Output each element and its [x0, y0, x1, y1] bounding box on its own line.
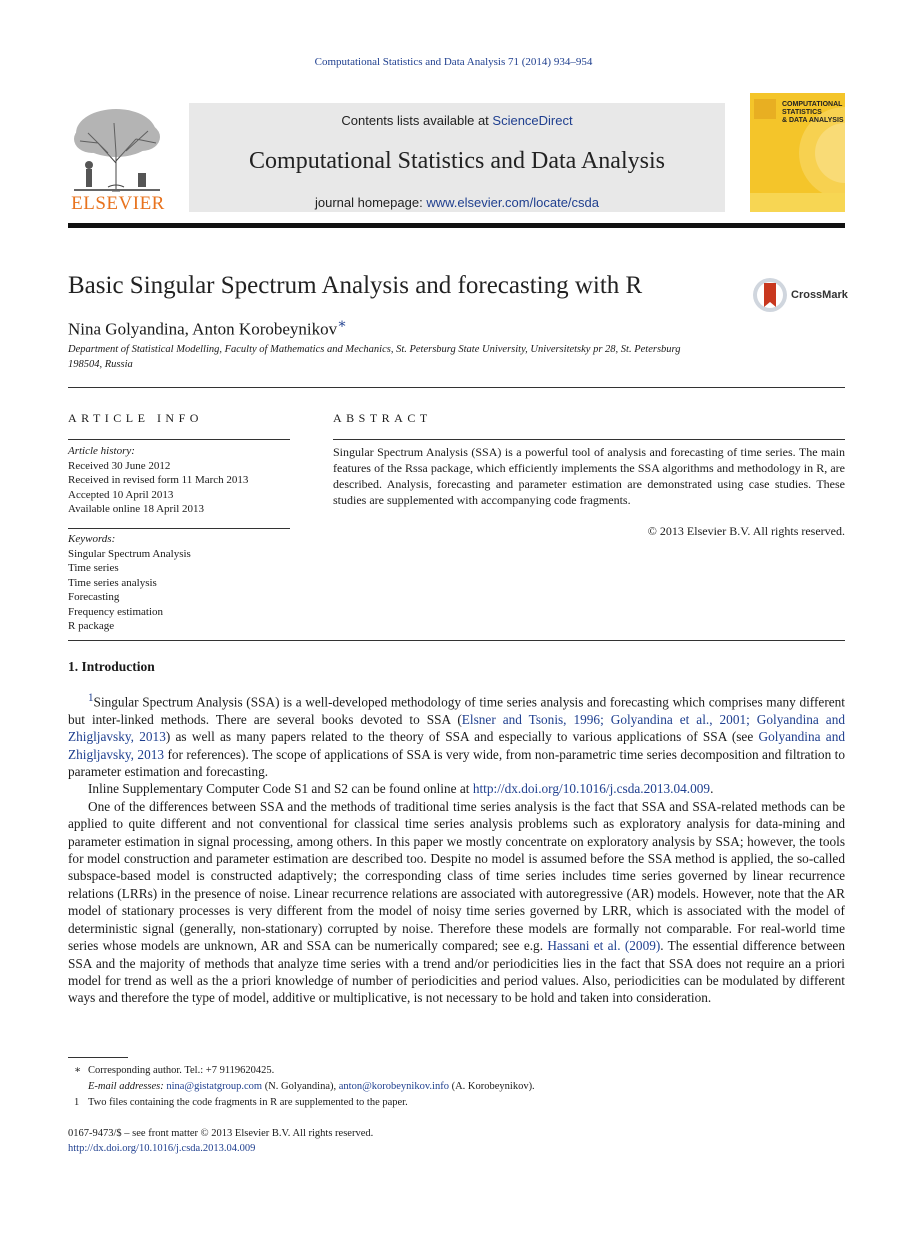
corresponding-author-mark[interactable]: ∗	[337, 316, 347, 332]
section-heading-introduction: 1. Introduction	[68, 659, 155, 674]
divider	[68, 640, 845, 641]
homepage-link[interactable]: www.elsevier.com/locate/csda	[426, 195, 599, 210]
footnote-corresponding: ∗ Corresponding author. Tel.: +7 9119620425.	[68, 1063, 845, 1079]
keyword-item: Time series	[68, 562, 119, 574]
elsevier-wordmark: ELSEVIER	[71, 193, 165, 214]
keyword-item: Singular Spectrum Analysis	[68, 547, 191, 560]
article-info-heading: ARTICLE INFO	[68, 411, 203, 425]
abstract-copyright: © 2013 Elsevier B.V. All rights reserved.	[647, 524, 845, 538]
paragraph: One of the differences between SSA and the methods of traditional time series analysis is the fact that SSA and SSA-related methods can be applied to quite different and not conventional for classical time series analysis problems such as exploratory analysis for data-mining and parameter estimation in signal processing, among others. In this paper we mostly concentrate on exploratory analysis by SSA; however, the tools for model construction and parameter estimation are described too. Despite no model is assumed before the SSA method is applied, the so-called subspace-based model is constructed adaptively; the corresponding class of time series includes time series governed by linear recurrence relations (LRRs) in the presence of noise. Linear recurrence relations are associated with autoregressive (AR) models. However, note that the AR model of stationary processes is very different from the model of noisy time series governed by LRR, which is associated with the model of deterministic signal (generally, non-stationary) corrupted by noise. Therefore these models are formally not comparable. For real-world time series whose models are unknown, AR and SSA can be numerically compared; see e.g. Hassani et al. (2009). The essential difference between SSA and the majority of methods that analyze time series with a trend and/or periodicities lies in the fact that SSA does not require an a priori model for trend as well as the a priori knowledge of number of periodicities and period values. Also, periodicities can be modulated by different ways and therefore the type of model, additive or multiplicative, is not necessary to be hold and taken into consideration.	[68, 798, 845, 1006]
history-item: Received in revised form 11 March 2013	[68, 474, 249, 486]
header-thick-rule	[68, 223, 845, 228]
article-history	[68, 444, 248, 517]
email-link[interactable]: nina@gistatgroup.com	[166, 1081, 263, 1092]
contents-line	[189, 113, 725, 128]
crossmark-label: CrossMark	[791, 289, 848, 301]
divider	[333, 439, 845, 440]
article-title: Basic Singular Spectrum Analysis and forecasting with R	[68, 272, 643, 299]
homepage-prefix: journal homepage:	[315, 195, 427, 210]
citation-link[interactable]: Golyandina and Zhigljavsky, 2013	[68, 729, 845, 762]
journal-title: Computational Statistics and Data Analysis	[249, 148, 665, 174]
keywords	[68, 532, 191, 634]
history-label: Article history:	[68, 445, 135, 457]
keyword-item: Frequency estimation	[68, 605, 164, 618]
history-item: Accepted 10 April 2013	[68, 488, 174, 501]
footnote-emails: E-mail addresses: nina@gistatgroup.com (N. Golyandina), anton@korobeynikov.info (A. Korobeynikov).	[88, 1081, 535, 1092]
citation-link[interactable]: Elsner and Tsonis, 1996; Golyandina et al., 2001; Golyandina and Zhigljavsky, 2013	[68, 711, 845, 745]
abstract-text: Singular Spectrum Analysis (SSA) is a powerful tool of analysis and forecasting of time series. The main features of the Rssa package, which efficiently implements the SSA algorithms and methodology in R, are described. Analysis, forecasting and parameter estimation are demonstrated using case studies. These studies are supplemented with accompanying code fragments.	[333, 445, 845, 507]
keyword-item: R package	[68, 620, 115, 632]
affiliation: Department of Statistical Modelling, Faculty of Mathematics and Mechanics, St. Petersburg State University, Universitetsky pr 28, St. Petersburg 198504, Russia	[68, 344, 681, 370]
email-link[interactable]: anton@korobeynikov.info	[338, 1081, 449, 1092]
journal-cover-thumbnail[interactable]	[750, 93, 845, 212]
footnote-mark: ∗	[74, 1065, 82, 1076]
keyword-item: Time series analysis	[68, 576, 157, 589]
footnote-divider	[68, 1057, 128, 1058]
footnotes	[68, 1063, 845, 1111]
footnote-ref[interactable]: 1	[88, 692, 94, 704]
history-item: Available online 18 April 2013	[68, 503, 205, 515]
contents-prefix: Contents lists available at	[341, 113, 493, 128]
footnote-1: 1 Two files containing the code fragments in R are supplemented to the paper.	[68, 1095, 845, 1111]
author-names: Nina Golyandina, Anton Korobeynikov	[68, 319, 338, 339]
journal-reference-link[interactable]: Computational Statistics and Data Analysis 71 (2014) 934–954	[314, 56, 593, 68]
footnote-mark: 1	[74, 1097, 80, 1108]
citation-link[interactable]: Hassani et al. (2009)	[547, 938, 661, 954]
keyword-item: Forecasting	[68, 591, 120, 603]
keywords-label: Keywords:	[68, 533, 116, 545]
masthead	[68, 93, 845, 215]
front-matter-info	[68, 1126, 373, 1156]
supplementary-doi-link[interactable]: http://dx.doi.org/10.1016/j.csda.2013.04.009	[472, 781, 711, 797]
doi-link[interactable]: http://dx.doi.org/10.1016/j.csda.2013.04.009	[68, 1143, 256, 1154]
divider	[68, 387, 845, 388]
homepage-line	[189, 195, 725, 210]
history-item: Received 30 June 2012	[68, 459, 171, 472]
sciencedirect-link[interactable]: ScienceDirect	[492, 113, 573, 128]
crossmark-icon	[752, 277, 788, 313]
abstract-heading: ABSTRACT	[333, 411, 432, 425]
cover-title: COMPUTATIONAL STATISTICS & DATA ANALYSIS	[782, 101, 844, 124]
author-list	[68, 316, 347, 340]
crossmark-badge[interactable]	[752, 277, 872, 317]
introduction-body	[68, 690, 845, 1007]
journal-banner	[189, 103, 725, 212]
issn-line: 0167-9473/$ – see front matter © 2013 Elsevier B.V. All rights reserved.	[68, 1128, 374, 1139]
paragraph: $^1$Singular Spectrum Analysis (SSA) is a well-developed methodology of time series analysis and forecasting which comprises many different but inter-linked methods. There are several books devoted to SSA (Elsner and Tsonis, 1996; Golyandina et al., 2001; Golyandina and Zhigljavsky, 2013) as well as many papers related to the theory of SSA and especially to various applications of SSA (see Golyandina and Zhigljavsky, 2013 for references). The scope of applications of SSA is very wide, from non-parametric time series decomposition and filtration to parameter estimation and forecasting.	[68, 692, 846, 780]
cover-footer-band	[750, 193, 845, 212]
divider	[68, 528, 290, 529]
paragraph: Inline Supplementary Computer Code S1 and S2 can be found online at http://dx.doi.org/10.1016/j.csda.2013.04.009.	[88, 781, 714, 797]
divider	[68, 439, 290, 440]
